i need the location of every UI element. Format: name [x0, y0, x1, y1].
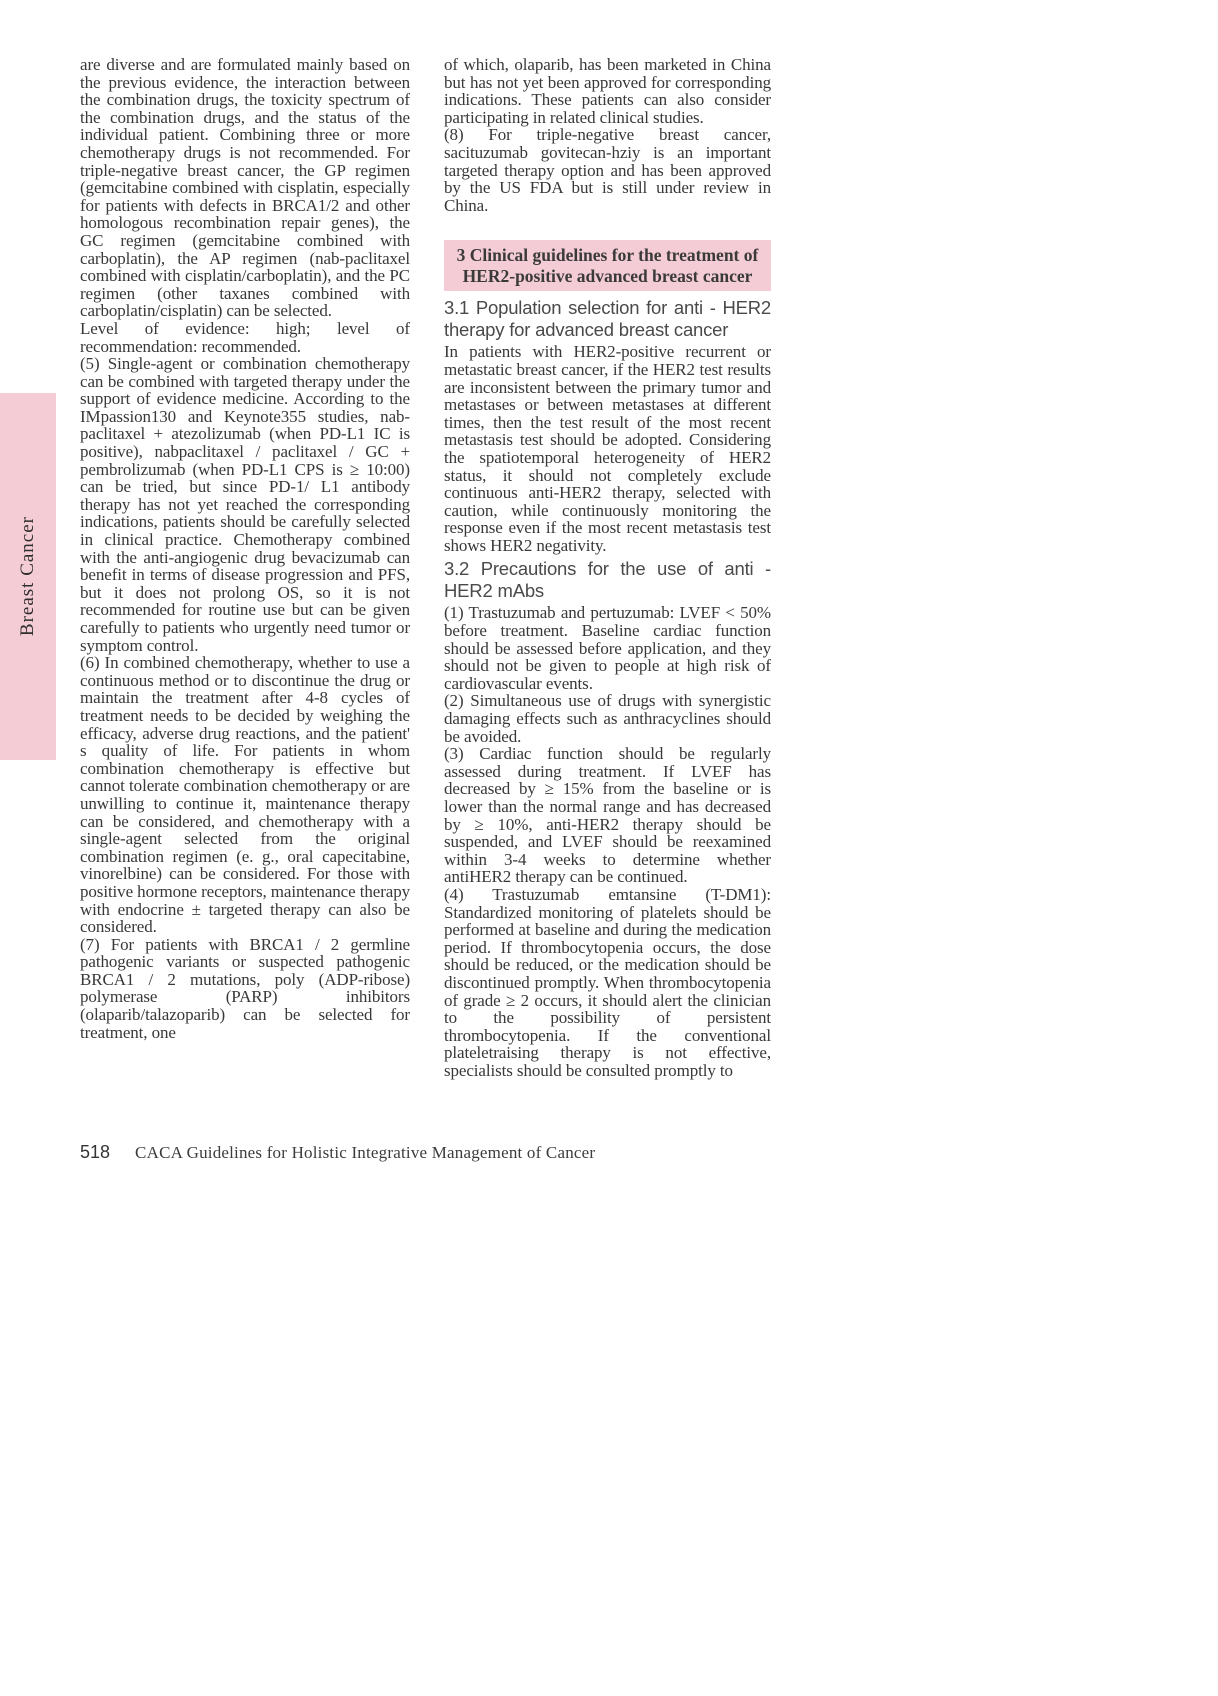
subsection-3-1-paragraphs [444, 343, 771, 554]
section-3-header-line1: 3 Clinical guidelines for the treatment of [456, 245, 759, 266]
right-text-column [444, 56, 771, 1080]
chapter-tab-label: Breast Cancer [17, 516, 38, 637]
paragraph: In patients with HER2-positive recurrent or metastatic breast cancer, if the HER2 test results are inconsistent between the primary tumor and metastases or between metastases at different times, then the test result of the most recent metastasis test should be adopted. Considering the spatiotemporal heterogeneity of HER2 status, it should not completely exclude continuous anti-HER2 therapy, selected with caution, while continuously monitoring the response even if the most recent metastasis test shows HER2 negativity. [444, 342, 771, 555]
footer-running-title: CACA Guidelines for Holistic Integrative Management of Cancer [135, 1143, 596, 1162]
paragraph: (1) Trastuzumab and pertuzumab: LVEF < 50% before treatment. Baseline cardiac function should be assessed before application, and they should not be given to people at high risk of cardiovascular events. [444, 603, 771, 693]
page-number: 518 [80, 1142, 111, 1162]
section-3-header-line2: HER2-positive advanced breast cancer [462, 266, 753, 287]
paragraph: (6) In combined chemotherapy, whether to use a continuous method or to discontinue the drug or maintain the treatment after 4-8 cycles of treatment needs to be decided by weighing the efficacy, adverse drug reactions, and the patient' s quality of life. For patients in whom combination chemotherapy is effective but cannot tolerate combination chemotherapy or are unwilling to continue it, maintenance therapy can be considered, and chemotherapy with a single-agent selected from the original combination regimen (e. g., oral capecitabine, vinorelbine) can be considered. For those with positive hormone receptors, maintenance therapy with endocrine ± targeted therapy can also be considered. [80, 653, 410, 937]
paragraph: Level of evidence: high; level of recommendation: recommended. [80, 318, 410, 356]
paragraph: (2) Simultaneous use of drugs with synergistic damaging effects such as anthracyclines should be avoided. [444, 691, 771, 746]
paragraph: (5) Single-agent or combination chemotherapy can be combined with targeted therapy under the support of evidence medicine. According to the IMpassion130 and Keynote355 studies, nab-paclitaxel + atezolizumab (when PD-L1 IC is positive), nabpaclitaxel / paclitaxel / GC + pembrolizumab (when PD-L1 CPS is ≥ 10:00) can be tried, but since PD-1/ L1 antibody therapy has not yet reached the corresponding indications, patients should be carefully selected in clinical practice. Chemotherapy combined with the anti-angiogenic drug bevacizumab can benefit in terms of disease progression and PFS, but it does not prolong OS, so it is not recommended for routine use but can be given carefully to patients who urgently need tumor or symptom control. [80, 354, 410, 655]
paragraph: (4) Trastuzumab emtansine (T-DM1): Standardized monitoring of platelets should be performed at baseline and during the medication period. If thrombocytopenia occurs, the dose should be reduced, or the medication should be discontinued promptly. When thrombocytopenia of grade ≥ 2 occurs, it should alert the clinician to the possibility of persistent thrombocytopenia. If the conventional plateletraising therapy is not effective, specialists should be consulted promptly to [444, 884, 771, 1080]
subsection-3-2-paragraphs [444, 604, 771, 1079]
paragraph: (8) For triple-negative breast cancer, sacituzumab govitecan-hziy is an important targeted therapy option and has been approved by the US FDA but is still under review in China. [444, 125, 771, 215]
right-column-top-paragraphs [444, 56, 771, 214]
subsection-3-1-heading: 3.1 Population selection for anti - HER2 therapy for advanced breast cancer [444, 297, 771, 341]
section-3-header-box [444, 240, 771, 291]
page-footer [80, 1142, 595, 1163]
left-text-column [80, 56, 410, 1041]
chapter-tab [0, 393, 56, 760]
paragraph: (3) Cardiac function should be regularly assessed during treatment. If LVEF has decreased by ≥ 15% from the baseline or is lower than the normal range and has decreased by ≥ 10%, anti-HER2 therapy should be suspended, and LVEF should be reexamined within 3-4 weeks to determine whether antiHER2 therapy can be continued. [444, 744, 771, 887]
paragraph: of which, olaparib, has been marketed in China but has not yet been approved for corresponding indications. These patients can also consider participating in related clinical studies. [444, 55, 771, 127]
paragraph: are diverse and are formulated mainly based on the previous evidence, the interaction between the combination drugs, the toxicity spectrum of the combination drugs, and the status of the individual patient. Combining three or more chemotherapy drugs is not recommended. For triple-negative breast cancer, the GP regimen (gemcitabine combined with cisplatin, especially for patients with defects in BRCA1/2 and other homologous recombination repair genes), the GC regimen (gemcitabine combined with carboplatin), the AP regimen (nab-paclitaxel combined with cisplatin/carboplatin), and the PC regimen (other taxanes combined with carboplatin/cisplatin) can be selected. [80, 55, 410, 321]
paragraph: (7) For patients with BRCA1 / 2 germline pathogenic variants or suspected pathogenic BRCA1 / 2 mutations, poly (ADP-ribose) polymerase (PARP) inhibitors (olaparib/talazoparib) can be selected for treatment, one [80, 934, 410, 1042]
subsection-3-2-heading: 3.2 Precautions for the use of anti - HER2 mAbs [444, 558, 771, 602]
